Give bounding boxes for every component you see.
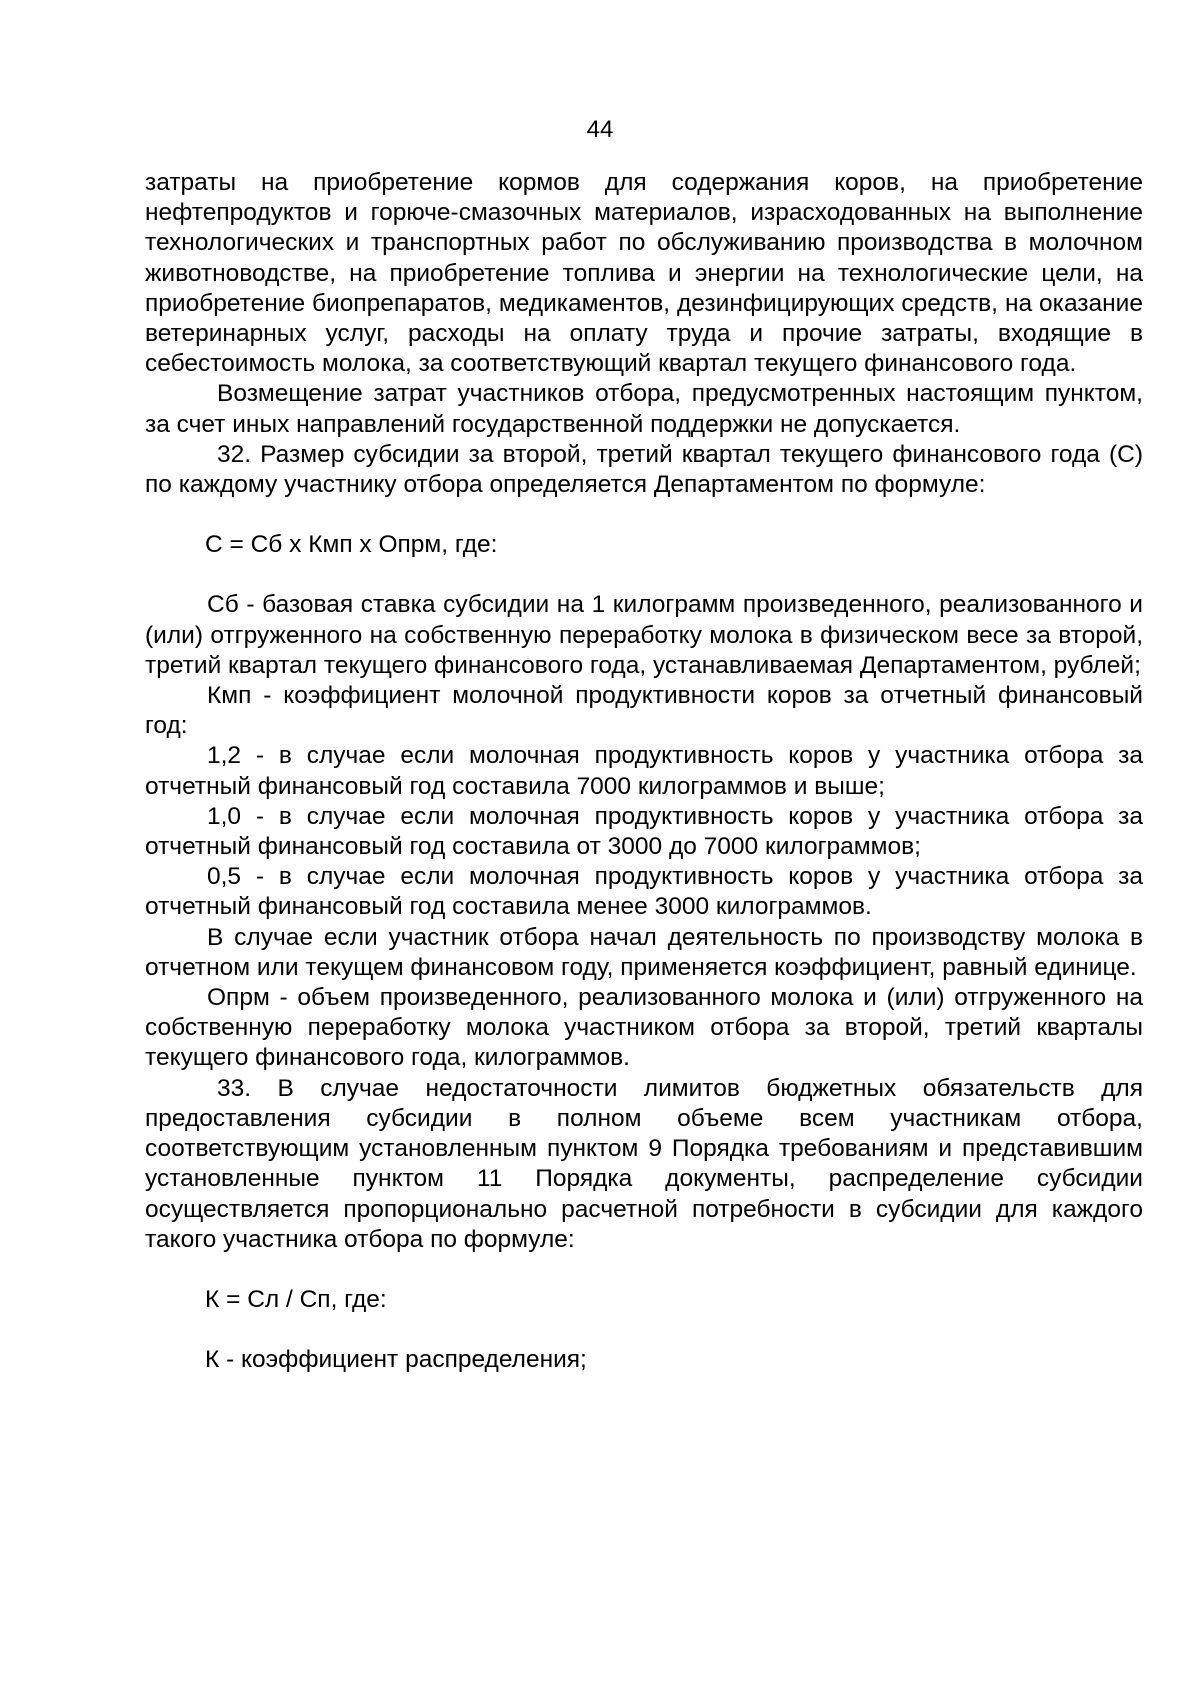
coefficient-0-5: 0,5 - в случае если молочная продуктивность коров у участника отбора за отчетный финансовый год составила менее 3000 килограммов. [145,863,1143,921]
paragraph-33: 33. В случае недостаточности лимитов бюджетных обязательств для предоставления субсидии в полном объеме всем участникам отбора, соответствующим установленным пунктом 9 Порядка требованиям и представившим установленные пунктом 11 Порядка документы, распределение субсидии осуществляется пропорционально расчетной потребности в субсидии для каждого такого участника отбора по формуле: [145,1074,1143,1253]
definition-oprm: Опрм - объем произведенного, реализованного молока и (или) отгруженного на собственную переработку молока участником отбора за второй, третий кварталы текущего финансового года, килограммов. [145,984,1143,1072]
page-number: 44 [586,116,614,143]
formula-subsidy: С = Сб х Кмп х Опрм, где: [205,531,498,559]
definition-sb: Сб - базовая ставка субсидии на 1 килограмм произведенного, реализованного и (или) отгруженного на собственную переработку молока в физическом весе за второй, третий квартал текущего финансового года, устанавливаемая Департаментом, рублей; [145,591,1143,679]
coefficient-1-0: 1,0 - в случае если молочная продуктивность коров у участника отбора за отчетный финансовый год составила от 3000 до 7000 килограммов; [145,802,1143,861]
spacer [145,1315,1143,1345]
paragraph-new-participant: В случае если участник отбора начал деятельность по производству молока в отчетном или текущем финансовом году, применяется коэффициент, равный единице. [145,923,1143,981]
paragraph-reimbursement: Возмещение затрат участников отбора, предусмотренных настоящим пунктом, за счет иных направлений государственной поддержки не допускается. [145,380,1143,438]
definition-kmp: Кмп - коэффициент молочной продуктивности коров за отчетный финансовый год: [145,682,1143,740]
coefficient-1-2: 1,2 - в случае если молочная продуктивность коров у участника отбора за отчетный финансовый год составила 7000 килограммов и выше; [145,742,1143,800]
paragraph-32: 32. Размер субсидии за второй, третий квартал текущего финансового года (С) по каждому участнику отбора определяется Департаментом по формуле: [145,440,1143,499]
formula-distribution: К = Сл / Сп, где: [205,1285,387,1313]
definition-k: К - коэффициент распределения; [205,1346,587,1374]
spacer [145,560,1143,590]
spacer [145,1255,1143,1285]
spacer [145,500,1143,530]
paragraph-costs-list: затраты на приобретение кормов для содержания коров, на приобретение нефтепродуктов и горюче-смазочных материалов, израсходованных на выполнение технологических и транспортных работ по обслуживанию производства в молочном животноводстве, на приобретение топлива и энергии на технологические цели, на приобретение биопрепаратов, медикаментов, дезинфицирующих средств, на оказание ветеринарных услуг, расходы на оплату труда и прочие затраты, входящие в себестоимость молока, за соответствующий квартал текущего финансового года. [145,169,1143,378]
document-body [145,168,1143,1375]
